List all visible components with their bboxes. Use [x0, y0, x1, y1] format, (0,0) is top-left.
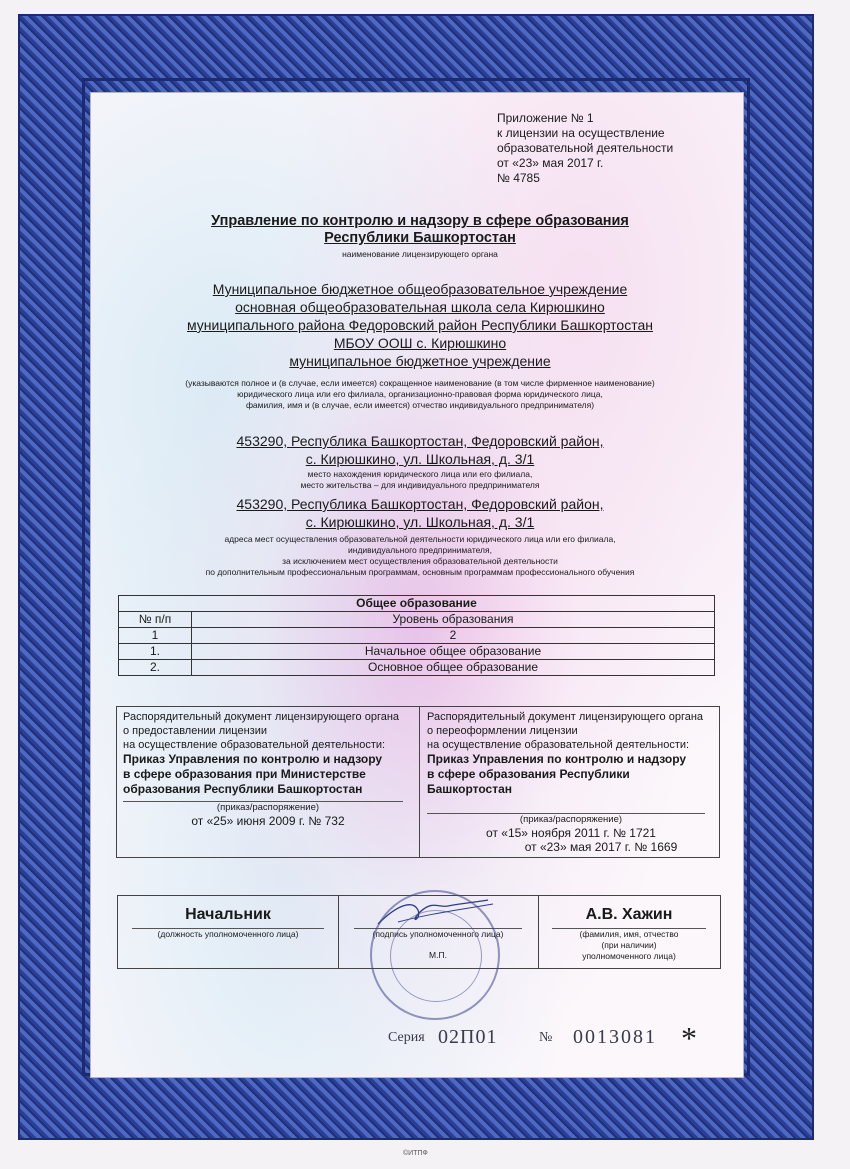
number-value: 0013081 [573, 1026, 657, 1048]
table-header-row [119, 612, 715, 628]
official-seal [370, 890, 500, 1020]
column-divider [419, 707, 420, 857]
organization-name [120, 280, 720, 370]
signature-cell: (подпись уполномоченного лица) М.П. [338, 896, 538, 968]
table-title-row [119, 596, 715, 612]
table-row: 2. Основное общее образование [119, 660, 715, 676]
annex-header [497, 111, 673, 186]
table-index-row: 1 2 [119, 628, 715, 644]
position-cell: Начальник (должность уполномоченного лица) [118, 896, 338, 968]
org-line: МБОУ ООШ с. Кирюшкино [333, 335, 507, 351]
education-levels-table [118, 595, 715, 676]
authority-caption: наименование лицензирующего органа [342, 249, 498, 259]
table-row: 1. Начальное общее образование [119, 644, 715, 660]
signatory-name: А.В. Хажин [585, 906, 673, 923]
header-num: № п/п [119, 612, 192, 628]
organization-caption: (указываются полное и (в случае, если имеется) сокращенное наименование (в том числе фирменное наименование) юридического лица или его филиала, организационно-правовая форма юридического лица, фамилия, имя и (в случае, если имеется) отчество индивидуального предпринимателя) [185, 378, 655, 410]
reissue-document: Распорядительный документ лицензирующего органа о переоформлении лицензии на осуществление образовательной деятельности: Приказ Управления по контролю и надзору в сфере образования Республики Башкортостан (приказ/распоряжение) от «15» ноября 2011 г. № 1721 от «23» мая 2017 г. № 1669 [427, 711, 704, 854]
name-cell: А.В. Хажин (фамилия, имя, отчество (при наличии) уполномоченного лица) [538, 896, 720, 968]
annex-line: Приложение № 1 [497, 111, 594, 125]
number-label: № [539, 1030, 553, 1045]
annex-line: № 4785 [497, 171, 540, 185]
annex-line: образовательной деятельности [497, 141, 674, 155]
seal-inner-ring [390, 910, 482, 1002]
table-title: Общее образование [119, 596, 715, 612]
org-line: муниципального района Федоровский район Республики Башкортостан [187, 317, 653, 333]
annex-line: к лицензии на осуществление [497, 126, 665, 140]
authority-line: Республики Башкортостан [324, 230, 516, 246]
activity-address: 453290, Республика Башкортостан, Федоровский район, с. Кирюшкино, ул. Школьная, д. 3/1 [236, 496, 604, 530]
activity-address-caption: адреса мест осуществления образовательной деятельности юридического лица или его филиала, индивидуального предпринимателя, за исключением мест осуществления образовательной деятельности по дополнительным профессиональным программам, основным программам профессионального обучения [205, 534, 635, 577]
series-label: Серия [388, 1030, 425, 1045]
series-value: 02П01 [438, 1026, 498, 1048]
grant-document: Распорядительный документ лицензирующего органа о предоставлении лицензии на осуществление образовательной деятельности: Приказ Управления по контролю и надзору в сфере образования при Министерстве образования Республики Башкортостан (приказ/распоряжение) от «25» июня 2009 г. № 732 [123, 707, 413, 857]
location-address: 453290, Республика Башкортостан, Федоровский район, с. Кирюшкино, ул. Школьная, д. 3/1 [236, 433, 604, 467]
location-caption: место нахождения юридического лица или его филиала, место жительства – для индивидуального предпринимателя [300, 469, 540, 490]
header-level: Уровень образования [192, 612, 715, 628]
annex-line: от «23» мая 2017 г. [497, 156, 604, 170]
org-line: Муниципальное бюджетное общеобразовательное учреждение [212, 281, 628, 297]
org-line: основная общеобразовательная школа села Кирюшкино [235, 299, 605, 315]
printer-credit: ©ИТПФ [403, 1150, 428, 1157]
licensing-authority [120, 213, 720, 247]
authority-line: Управление по контролю и надзору в сфере образования [211, 213, 629, 229]
position-title: Начальник [185, 906, 271, 923]
org-line: муниципальное бюджетное учреждение [289, 353, 551, 369]
administrative-documents [116, 706, 720, 858]
asterisk-mark: * [681, 1020, 697, 1056]
